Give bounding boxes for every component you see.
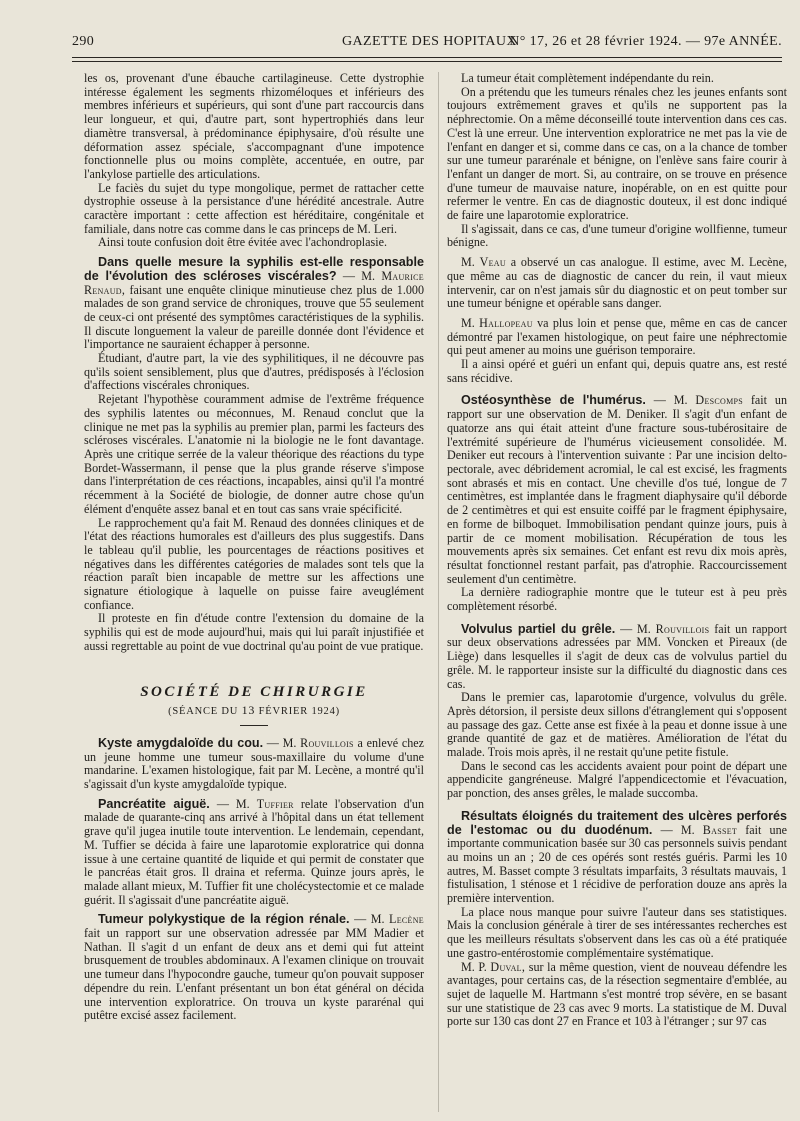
paragraph: Le faciès du sujet du type mongolique, permet de rattacher cette dystrophie osseuse à la persistance d'une hérédité ancestrale. Autre caractère important : cette affection est héréditaire, congénitale et familiale, dans notre cas comme dans le cas princeps de M. Leri. <box>84 180 424 236</box>
article-heading: Tumeur polykystique de la région rénale. <box>98 912 350 927</box>
article-heading: Volvulus partiel du grêle. <box>461 621 616 636</box>
paragraph: Dans le premier cas, laparotomie d'urgence, volvulus du grêle. Après détorsion, il persiste deux sillons d'étranglement qui s'opposent au passage des gaz. Cette anse est fixée à la peau et donne issue à une grande quantité de gaz et de matières. Amélioration de l'état du malade. Trois mois après, il ne restait qu'une petite fistule. <box>447 690 787 760</box>
article-syphilis: Dans quelle mesure la syphilis est-elle responsable de l'évolution des scléroses viscérales? — M. Maurice Renaud, faisant une enquête clinique minutieuse chez plus de 1.000 malades de son grand service de chroniques, trouve que 55 seulement de ceux-ci ont présenté des symptômes caractéristiques de la syphilis. Il discute longuement la valeur de pareille donnée dont l'évidence et l'importance ne sauraient échapper à personne. <box>84 255 424 352</box>
author-name: Rouvillois <box>300 735 354 750</box>
paragraph: Rejetant l'hypothèse couramment admise de l'extrême fréquence des syphilis latentes ou méconnues, M. Renaud conclut que la clinique ne met pas la syphilis au premier plan, parmi les facteurs des scléroses viscérales. L'anatomie ni la biologie ne le font davantage. Après une critique serrée de la valeur théorique des réactions du type Bordet-Wassermann, il pense que la plus grande réserve s'impose dans l'interprétation de ces réactions, incapables, ainsi qu'il l'a montré récemment à la Société de biologie, de donner autre chose qu'un élément d'enquête assez banal et en tout cas sans vraie spécificité. <box>84 392 424 516</box>
paragraph-veau: M. Veau a observé un cas analogue. Il estime, avec M. Lecène, que même au cas de diagnostic de cancer du rein, il vaut mieux intervenir, car on n'est jamais sûr du diagnostic et on peut tomber sur une tumeur bénigne et opérable sans danger. <box>447 255 787 311</box>
article-osteosynthese: Ostéosynthèse de l'humérus. — M. Descomps fait un rapport sur une observation de M. Deniker. Il s'agit d'un enfant de quatorze ans qui était atteint d'une fracture sous-tubérositaire de l'extrémité supérieure de l'humérus vicieusement consolidée. M. Deniker eut recours à l'intervention suivante : Par une incision delto-pectorale, avec débridement acromial, le cal est excisé, les fragments sont abrasés et mis en contact. Une cheville d'os tué, longue de 7 centimètres, est implantée dans le fragment diaphysaire qu'il déborde de 2 centimètres et qui est ensuite coiffé par le fragment épiphysaire, en forme de bilboquet. Immobilisation pendant quinze jours, puis à partir de ce moment mobilisation. Récupération de tous les mouvements après six semaines. Cet enfant est revu dix mois après, résultat fonctionnel restant parfait, pas d'atrophie. Raccourcissement seulement d'un centimètre. <box>447 393 787 586</box>
right-column <box>447 72 787 1029</box>
article-tumeur: Tumeur polykystique de la région rénale. — M. Lecène fait un rapport sur une observation adressée par MM Madier et Nathan. Il s'agit d un enfant de deux ans et demi qui fut atteint brusquement de troubles abdominaux. A l'examen clinique on trouvait une tumeur dans l'hypocondre gauche, tumeur qu'on pouvait supposer dépendre du rein. L'enfant présentant un bon état général on décida une intervention exploratrice. On trouva un kyste pararénal qui putêtre excisé assez facilement. <box>84 912 424 1023</box>
paragraph: La tumeur était complètement indépendante du rein. <box>461 71 714 85</box>
author-name: Lecène <box>389 912 424 927</box>
article-ulceres: Résultats éloignés du traitement des ulcères perforés de l'estomac ou du duodénum. — M. Basset fait une importante communication basée sur 30 cas personnels suivis pendant au moins un an ; 20 de ces opérés sont restés guéris. Parmi les 10 autres, M. Basset compte 3 résultats imparfaits, 3 résultats mauvais, 1 fistulisation, 1 sténose et 1 récidive de perforation douze ans après la première intervention. <box>447 808 787 906</box>
paragraph-hallopeau: M. Hallopeau va plus loin et pense que, même en cas de cancer démontré par l'examen histologique, on peut faire une néphrectomie qui peut amener au moins une guérison temporaire. <box>447 315 787 358</box>
section-title: SOCIÉTÉ DE CHIRURGIE <box>140 683 368 700</box>
article-kyste: Kyste amygdaloïde du cou. — M. Rouvillois a enlevé chez un jeune homme une tumeur sous-maxillaire du volume d'une mandarine. L'examen histologique, fait par M. Lecène, a montré qu'il s'agissait d'un kyste amygdaloïde typique. <box>84 735 424 792</box>
author-name: Basset <box>702 822 738 837</box>
header-rule <box>72 57 782 58</box>
paragraph: La place nous manque pour suivre l'auteur dans ses statistiques. Mais la conclusion générale à tirer de ses intéressantes recherches est que les meilleurs résultats s'observent dans les cas où a été pratiquée une gastro-entérostomie complémentaire systématique. <box>447 904 787 960</box>
page-number: 290 <box>72 34 95 49</box>
paragraph: Il s'agissait, dans ce cas, d'une tumeur d'origine wollfienne, tumeur bénigne. <box>447 221 787 250</box>
paragraph: La dernière radiographie montre que le tuteur est à peu près complètement résorbé. <box>447 585 787 614</box>
header-rule-thin <box>72 61 782 62</box>
article-heading: Résultats éloignés du traitement des ulcères perforés de l'estomac ou du duodénum. <box>447 808 787 837</box>
author-name: Rouvillois <box>655 621 710 636</box>
article-heading: Dans quelle mesure la syphilis est-elle responsable de l'évolution des scléroses viscérales? <box>84 255 424 283</box>
paragraph-duval: M. P. Duval, sur la même question, vient de nouveau défendre les avantages, pour certains cas, de la résection segmentaire d'emblée, au sujet de laquelle M. Hartmann s'est montré trop sévère, en se basant sur une statistique de 23 cas avec 9 morts. La statistique de M. Duval porte sur 130 cas dont 27 en France et 103 à l'étranger ; sur 97 cas <box>447 959 787 1029</box>
author-name: Descomps <box>695 393 744 408</box>
author-name: Duval, <box>490 959 526 974</box>
paragraph: Étudiant, d'autre part, la vie des syphilitiques, il ne découvre pas qu'ils soient sensiblement, plus que d'autres, prédisposés à l'éclosion d'affections viscérales chroniques. <box>84 351 424 393</box>
author-name: Veau <box>479 255 506 270</box>
paragraph: Il a ainsi opéré et guéri un enfant qui, depuis quatre ans, est resté sans récidive. <box>447 357 787 385</box>
session-date: (SÉANCE DU 13 FÉVRIER 1924) <box>168 703 340 718</box>
paragraph: Dans le second cas les accidents avaient pour point de départ une appendicite gangréneuse. Malgré l'appendicectomie et l'évacuation, par ponction, des anses grêles, le malade succomba. <box>447 758 787 801</box>
author-name: Tuffier <box>256 796 294 811</box>
article-heading: Ostéosynthèse de l'humérus. <box>461 393 646 408</box>
article-volvulus: Volvulus partiel du grêle. — M. Rouvillois fait un rapport sur deux observations adressées par MM. Voncken et Pireaux (de Liège) dans lesquelles il s'agit de deux cas de volvulus partiel du grêle. M. le rapporteur insiste sur la difficulté du diagnostic dans ces cas. <box>447 621 788 691</box>
issue-info: N° 17, 26 et 28 février 1924. — 97e ANNÉE. <box>509 34 782 49</box>
paragraph: Le rapprochement qu'a fait M. Renaud des données cliniques et de l'état des réactions humorales est d'ailleurs des plus suggestifs. Dans le tableau qu'il publie, les pourcentages de réactions positives et négatives dans les différentes catégories de malades sont tels que la réaction paraît bien incapable de mettre sur les affections une signature étiologique à laquelle on puisse faire aveuglément confiance. <box>84 515 424 612</box>
article-pancreatite: Pancréatite aiguë. — M. Tuffier relate l'observation d'un malade de quarante-cinq ans arrivé à l'hôpital dans un état tellement grave qu'il jugea inutile toute intervention. Le lendemain, cependant, M. Tuffier se décida à faire une laparotomie exploratrice qui donna issue à une certaine quantité de liquide et qui permit de constater que le pancréas était gros. Il draina et referma. Quinze jours après, le malade allant mieux, M. Tuffier fit une cholécystectomie et ce malade guérit. Il s'agissait d'une pancréatite aiguë. <box>84 796 424 907</box>
author-name: Maurice Renaud, <box>84 268 424 297</box>
paragraph: On a prétendu que les tumeurs rénales chez les jeunes enfants sont toujours extrêmement graves et qu'ils ne supportent pas la néphrectomie. On a même déconseillé toute intervention dans ces cas. C'est là une erreur. Une intervention exploratrice ne met pas la vie de l'enfant en danger et si, comme dans ce cas, on a la chance de tomber sur une tumeur pararénale et bénigne, on l'enlève sans faire courir à l'enfant un danger de mort. Si, au contraire, on se trouve en présence d'une tumeur de mauvaise nature, inopérable, on en est quitte pour refermer le ventre. En cas de diagnostic douteux, il est donc indiqué de faire une laparotomie exploratrice. <box>447 84 787 223</box>
left-column <box>84 72 424 1023</box>
section-divider <box>240 725 268 726</box>
column-divider <box>438 72 439 1112</box>
paragraph: Ainsi toute confusion doit être évitée avec l'achondroplasie. <box>98 235 387 250</box>
paragraph: Il proteste en fin d'étude contre l'extension du domaine de la syphilis qui est de mode aujourd'hui, mais qui lui paraît injustifiée et aussi regrettable au point de vue doctrinal qu'au point de vue pratique. <box>84 611 424 653</box>
article-heading: Pancréatite aiguë. <box>98 796 210 811</box>
article-heading: Kyste amygdaloïde du cou. <box>98 735 264 750</box>
author-name: Hallopeau <box>479 315 533 330</box>
journal-title: GAZETTE DES HOPITAUX <box>342 34 517 49</box>
paragraph: les os, provenant d'une ébauche cartilagineuse. Cette dystrophie intéresse également les segments rhizoméloques et inférieurs des membres inférieurs et supérieurs, qui sont d'une part raccourcis dans leur longueur, et qui, d'autre part, sont hypertrophiés dans leur diamètre transversal, à prédominance épiphysaire, d'où résulte une déformation assez spéciale, s'accompagnant d'une impotence fonctionnelle plus ou moins complète, accentuée, en outre, par l'ankylose partielle des articulations. <box>84 71 424 181</box>
